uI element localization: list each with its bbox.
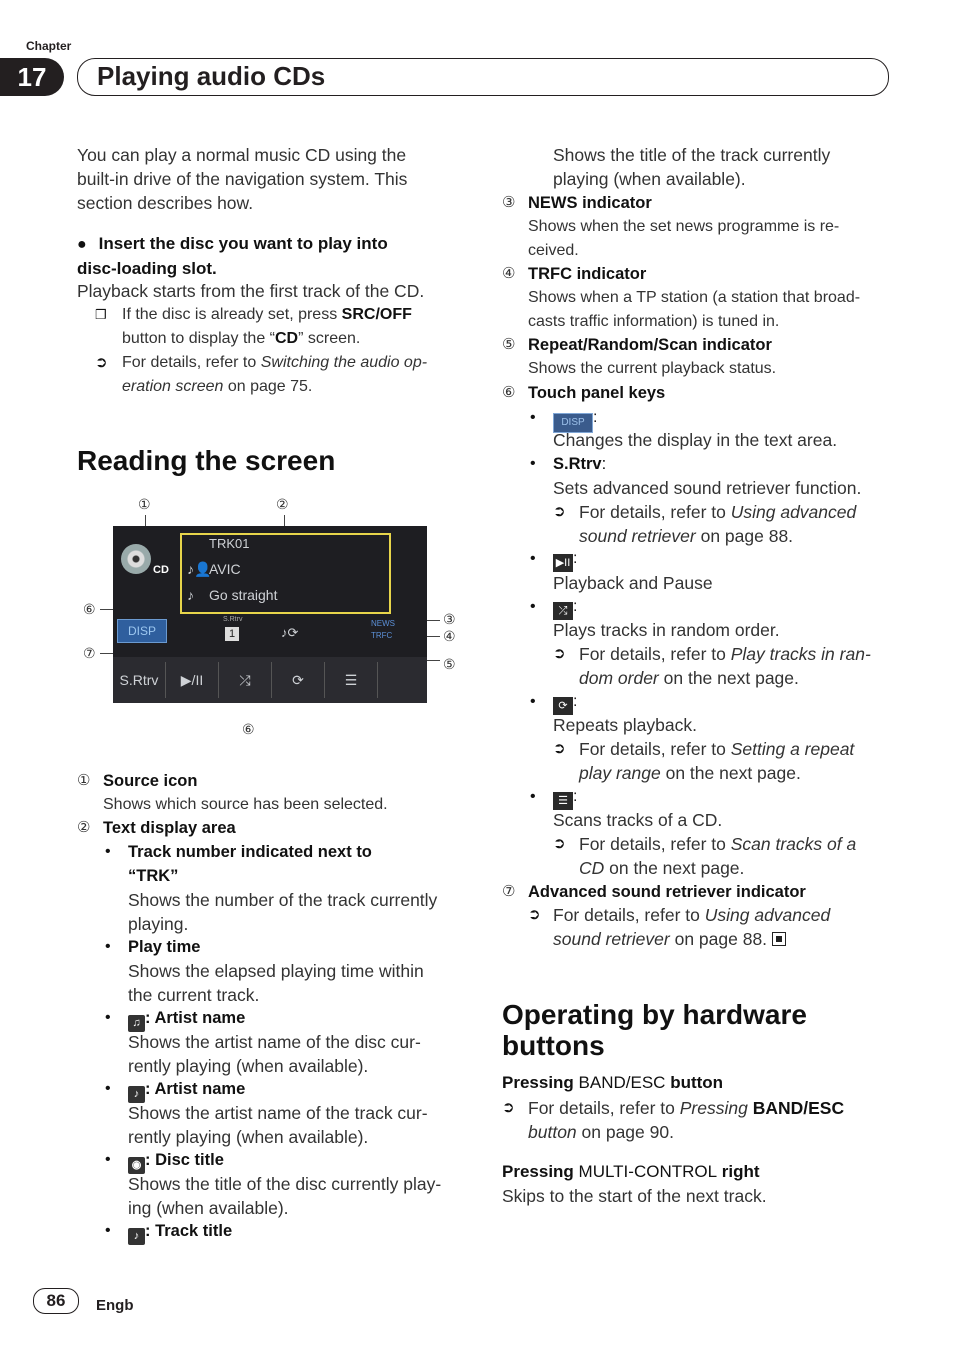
item-label: TRFC indicator <box>528 265 647 283</box>
key-desc: Changes the display in the text area. <box>553 430 838 450</box>
desc-line: Shows when the set news programme is re- <box>528 218 840 235</box>
label-part: Artist name <box>154 1080 246 1098</box>
ref-part: For details, refer to <box>528 1098 680 1118</box>
intro-line: You can play a normal music CD using the <box>77 145 407 165</box>
label-part: “TRK” <box>128 867 179 885</box>
arrow-right-icon: ➲ <box>502 1099 515 1116</box>
artist-name: AVIC <box>209 561 241 577</box>
key-name: CD <box>274 330 299 347</box>
item-number: ④ <box>502 265 516 282</box>
ref-part: on the next page. <box>604 858 745 878</box>
ref-link[interactable]: Setting a repeat <box>730 739 855 759</box>
heading-part: right <box>717 1162 760 1181</box>
desc-line: Shows the artist name of the track cur- <box>128 1103 428 1123</box>
step-line: Insert the disc you want to play into <box>98 234 388 253</box>
chapter-title: Playing audio CDs <box>97 61 326 91</box>
ref-part: For details, refer to <box>579 739 731 759</box>
arrow-right-icon: ➲ <box>553 645 566 662</box>
item-desc: Shows the current playback status. <box>528 360 777 377</box>
disp-button[interactable]: DISP <box>117 619 167 643</box>
repeat-icon: ⟳ <box>553 697 573 715</box>
chapter-label: Chapter <box>26 39 72 53</box>
item-number: ③ <box>502 194 516 211</box>
label-part: Artist name <box>154 1009 246 1027</box>
ref-part: on the next page. <box>660 763 801 783</box>
reference-text <box>122 351 427 399</box>
intro-line: section describes how. <box>77 193 254 213</box>
item-number: ② <box>77 819 91 836</box>
item-number: ⑦ <box>502 883 516 900</box>
repeat-key-entry: ⟳ : <box>553 690 577 715</box>
bullet-dot-icon: ● <box>77 236 87 253</box>
heading-part: Pressing <box>502 1162 579 1181</box>
step-line: disc-loading slot. <box>77 259 217 278</box>
track-title-icon: ♪ <box>187 587 194 603</box>
callout-6: ⑥ <box>83 601 96 617</box>
desc-line: rently playing (when available). <box>128 1127 369 1147</box>
track-title-icon: ♪ <box>128 1228 145 1245</box>
ref-part: For details, refer to <box>553 905 705 925</box>
bullet-icon: • <box>105 938 111 955</box>
trfc-indicator: TRFC <box>371 631 393 640</box>
track-title: Go straight <box>209 587 278 603</box>
track-artist-icon: ♪ <box>128 1086 145 1103</box>
section-heading <box>502 999 807 1061</box>
source-label: CD <box>153 564 169 576</box>
ref-part: For details, refer to <box>122 354 261 371</box>
intro-line: built-in drive of the navigation system. This <box>77 169 408 189</box>
cd-screen-screenshot <box>113 526 427 703</box>
arrow-right-icon: ➲ <box>528 906 541 923</box>
ref-part: For details, refer to <box>579 502 731 522</box>
bullet-icon: • <box>105 1080 111 1097</box>
chapter-number: 17 <box>0 58 64 96</box>
ref-link[interactable]: CD <box>579 858 605 878</box>
ref-link[interactable]: Play tracks in ran- <box>730 644 871 664</box>
arrow-right-icon: ➲ <box>553 835 566 852</box>
label-part: Disc title <box>155 1151 224 1169</box>
reference-text <box>553 903 830 951</box>
sub-item-desc <box>128 959 424 1007</box>
heading-line: Operating by hardware <box>502 999 807 1030</box>
item-number: ⑤ <box>502 336 516 353</box>
srtrv-level: 1 <box>225 627 239 641</box>
callout-6-bottom: ⑥ <box>242 721 255 737</box>
bullet-icon: • <box>105 1009 111 1026</box>
bullet-icon: • <box>530 409 536 426</box>
key-desc: Playback and Pause <box>553 573 713 593</box>
key-name: MULTI-CONTROL <box>578 1162 718 1181</box>
item-label: Repeat/Random/Scan indicator <box>528 336 772 354</box>
arrow-right-icon: ➲ <box>553 740 566 757</box>
item-label: Advanced sound retriever indicator <box>528 883 806 901</box>
bullet-icon: • <box>105 1151 111 1168</box>
play-pause-icon: ▶II <box>553 554 573 572</box>
step-result: Playback starts from the first track of the CD. <box>77 281 425 301</box>
desc-line: rently playing (when available). <box>128 1056 369 1076</box>
ref-part: on page 88. <box>695 526 794 546</box>
note-part: button to display the “ <box>122 330 275 347</box>
desc-line: playing (when available). <box>553 169 746 189</box>
ref-link[interactable]: play range <box>579 763 661 783</box>
language-code: Engb <box>96 1297 134 1314</box>
heading-part: Pressing <box>502 1073 579 1092</box>
key-desc: Repeats playback. <box>553 715 697 735</box>
item-label: Source icon <box>103 772 198 790</box>
bullet-icon: • <box>530 550 536 567</box>
sub-item-label: Play time <box>128 938 201 956</box>
ref-link[interactable]: eration screen <box>122 378 224 395</box>
note-text <box>122 303 467 351</box>
play-pause-key[interactable]: ▶/II <box>166 662 219 698</box>
ref-link[interactable]: button <box>528 1122 577 1142</box>
bullet-icon: • <box>530 598 536 615</box>
callout-4: ④ <box>443 628 456 644</box>
disp-key-entry: DISP : <box>553 406 597 433</box>
bullet-icon: • <box>530 693 536 710</box>
callout-3: ③ <box>443 611 456 627</box>
sub-item-desc <box>128 1030 421 1078</box>
desc-line: Shows the title of the disc currently play- <box>128 1174 442 1194</box>
ref-link[interactable]: Using advanced <box>704 905 831 925</box>
step-instruction <box>77 232 388 281</box>
ref-link[interactable]: Using advanced <box>730 502 857 522</box>
sub-item-desc <box>128 1101 428 1149</box>
srtrv-key[interactable]: S.Rtrv <box>113 662 166 698</box>
desc-line: casts traffic information) is tuned in. <box>528 313 780 330</box>
key-desc: Plays tracks in random order. <box>553 620 780 640</box>
ref-part: on page 75. <box>223 378 313 395</box>
sub-item-label: ♪ : Artist name <box>128 1077 245 1103</box>
ref-part: For details, refer to <box>579 644 731 664</box>
sub-item-desc <box>128 1172 441 1220</box>
repeat-random-indicator: ♪⟳ <box>281 625 299 640</box>
desc-line: ceived. <box>528 242 579 259</box>
heading-part: button <box>665 1073 724 1092</box>
disp-key-icon: DISP <box>553 413 593 433</box>
ref-link[interactable]: sound retriever <box>579 526 696 546</box>
desc-line: Shows when a TP station (a station that broad- <box>528 289 861 306</box>
ref-link[interactable]: Pressing <box>679 1098 748 1118</box>
track-number: TRK01 <box>209 536 250 551</box>
srtrv-label: S.Rtrv <box>223 616 243 623</box>
subsection-desc: Skips to the start of the next track. <box>502 1186 767 1206</box>
item-number: ① <box>77 772 91 789</box>
bullet-icon: • <box>105 1222 111 1239</box>
arrow-right-icon: ➲ <box>95 354 108 371</box>
callout-5: ⑤ <box>443 656 456 672</box>
ref-link-key[interactable]: BAND/ESC <box>747 1098 845 1118</box>
bullet-icon: • <box>105 843 111 860</box>
key-name: BAND/ESC <box>578 1073 666 1092</box>
page-number: 86 <box>33 1288 79 1314</box>
subsection-heading <box>502 1071 723 1095</box>
ref-link[interactable]: Scan tracks of a <box>730 834 857 854</box>
key-desc: Scans tracks of a CD. <box>553 810 723 830</box>
subsection-heading <box>502 1160 760 1184</box>
end-mark-icon <box>772 932 786 946</box>
key-name: SRC/OFF <box>341 306 412 323</box>
desc-line: the current track. <box>128 985 260 1005</box>
sub-item-label: ◉ : Disc title <box>128 1148 224 1174</box>
ref-part: on page 88. <box>669 929 768 949</box>
scan-key-entry: ☰ : <box>553 785 577 810</box>
reference-text <box>528 1096 844 1144</box>
ref-link[interactable]: sound retriever <box>553 929 670 949</box>
desc-line: Shows the artist name of the disc cur- <box>128 1032 421 1052</box>
reference-text <box>579 642 871 690</box>
news-indicator: NEWS <box>371 619 395 628</box>
ref-link[interactable]: Switching the audio op- <box>260 354 428 371</box>
desc-line: playing. <box>128 914 189 934</box>
callout-1: ① <box>138 496 151 512</box>
sub-item-desc <box>128 888 437 936</box>
key-label: S.Rtrv: <box>553 455 607 473</box>
desc-line: Shows the number of the track currently <box>128 890 438 910</box>
sub-item-label <box>128 840 372 888</box>
ref-link[interactable]: dom order <box>579 668 659 688</box>
play-pause-key-entry: ▶II : <box>553 547 577 572</box>
random-key-entry: ⤮ : <box>553 595 577 620</box>
sub-item-desc <box>553 143 830 191</box>
disc-artist-icon: ♫ <box>128 1015 145 1032</box>
item-label: Touch panel keys <box>528 384 666 402</box>
cd-disc-icon <box>121 544 151 574</box>
callout-7: ⑦ <box>83 645 96 661</box>
item-desc: Shows which source has been selected. <box>103 796 388 813</box>
repeat-key[interactable]: ⟳ <box>272 662 325 698</box>
item-number: ⑥ <box>502 384 516 401</box>
scan-key[interactable]: ☰ <box>325 662 378 698</box>
artist-name-icon: ♪👤 <box>187 561 212 577</box>
ref-part: on page 90. <box>576 1122 674 1142</box>
item-label: NEWS indicator <box>528 194 652 212</box>
note-part: ” screen. <box>298 330 361 347</box>
reference-text <box>579 500 856 548</box>
item-desc <box>528 286 860 334</box>
desc-line: ing (when available). <box>128 1198 289 1218</box>
sub-item-label: ♪ : Track title <box>128 1219 232 1245</box>
bullet-icon: • <box>530 455 536 472</box>
section-heading: Reading the screen <box>77 445 336 476</box>
shuffle-icon: ⤮ <box>553 602 573 620</box>
ref-part: on the next page. <box>658 668 799 688</box>
label-part: Track title <box>155 1222 233 1240</box>
label-part: S.Rtrv <box>553 455 602 473</box>
desc-line: Shows the elapsed playing time within <box>128 961 424 981</box>
heading-line: buttons <box>502 1030 605 1061</box>
desc-line: Shows the title of the track currently <box>553 145 831 165</box>
ref-part: For details, refer to <box>579 834 731 854</box>
disc-title-icon: ◉ <box>128 1157 145 1174</box>
arrow-right-icon: ➲ <box>553 503 566 520</box>
reference-text <box>579 737 854 785</box>
item-desc <box>528 215 839 263</box>
key-desc: Sets advanced sound retriever function. <box>553 478 862 498</box>
reference-text <box>579 832 856 880</box>
scan-list-icon: ☰ <box>553 792 573 810</box>
bullet-icon: • <box>530 788 536 805</box>
label-part: Track number indicated next to <box>128 843 372 861</box>
random-key[interactable]: ⤮ <box>219 662 272 698</box>
item-label: Text display area <box>103 819 236 837</box>
callout-2: ② <box>276 496 289 512</box>
sub-item-label: ♫ : Artist name <box>128 1006 245 1032</box>
note-part: If the disc is already set, press <box>122 306 342 323</box>
intro-paragraph <box>77 143 407 215</box>
note-checkbox-icon: ❒ <box>95 307 107 322</box>
